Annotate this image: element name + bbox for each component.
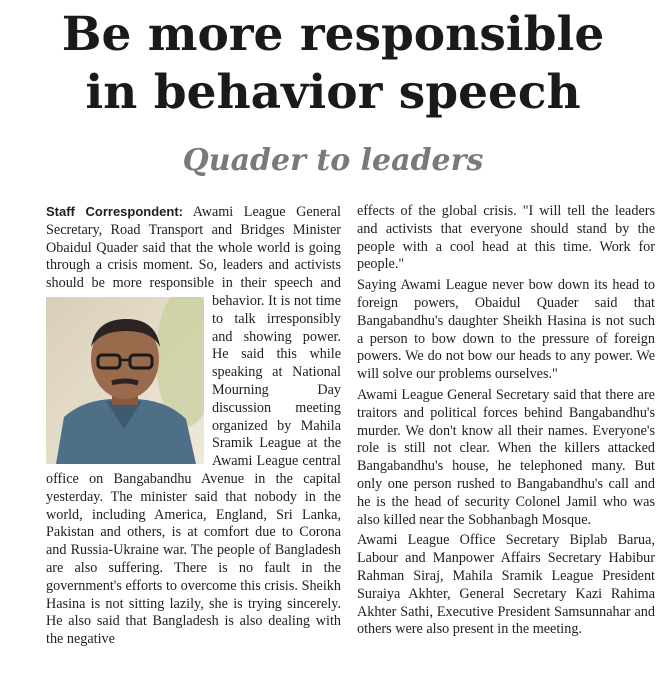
headline-line-2: in behavior speech — [85, 65, 581, 120]
article-column-right — [357, 203, 655, 642]
paragraph-2: Saying Awami League never bow down its head to foreign powers, Obaidul Quader said that Bangabandhu's daughter Sheikh Hasina is not such a person to bow down to the pressure of foreign powers. We do not bow our heads to any power. We will solve our problems ourselves." — [357, 277, 655, 383]
headline-line-1: Be more responsible — [61, 7, 605, 62]
paragraph-3: Awami League General Secretary said that there are traitors and political forces behind Bangabandhu's murder. We don't know all their names. Everyone's role is still not clear. When the killers attacked Bangabandhu's house, he telephoned many. But only one person rushed to Bangabandhu's call and he is the head of security Colonel Jamil who was also killed near the Sobhanbagh Mosque. — [357, 386, 655, 528]
subheadline: Quader to leaders — [182, 143, 484, 178]
article-column-left — [46, 203, 341, 652]
byline: Staff Correspondent: — [46, 204, 184, 219]
portrait-photo — [46, 297, 204, 464]
paragraph-4: Awami League Office Secretary Biplab Barua, Labour and Manpower Affairs Secretary Habibur Rahman Siraj, Mahila Sramik League President Suraiya Akhter, General Secretary Kazi Rahima Akhter Sathi, Executive President Samsunnahar and others were also present in the meeting. — [357, 532, 655, 638]
lead-text-rest: to talk irresponsibly and showing power. He said this while speaking at National Mourning Day discussion meeting organized by Mahila Sramik League at the Awami League central office on Bangabandhu Avenue in the capital yesterday. The minister said that nobody in the world, including America, England, Sri Lanka, Pakistan and others, is at comfort due to Corona and Russia-Ukraine war. The people of Bangladesh are also suffering. There is no fault in the government's efforts to overcome this crisis. Sheikh Hasina is not sitting lazily, she is trying sincerely. He also said that Bangladesh is also dealing with the negative — [46, 310, 341, 648]
headline — [0, 6, 666, 122]
lead-paragraph — [46, 203, 341, 649]
paragraph-1-continued: effects of the global crisis. "I will tell the leaders and activists that everyone should stand by the people with a cool head at this time. Work for people." — [357, 203, 655, 273]
lead-text-start: Awami League General Secretary, Road Transport and Bridges Minister Obaidul Quader said that the whole world is going through a crisis moment. So, leaders and activists should be more responsible in their speech and behavior. It is not time — [46, 204, 342, 309]
